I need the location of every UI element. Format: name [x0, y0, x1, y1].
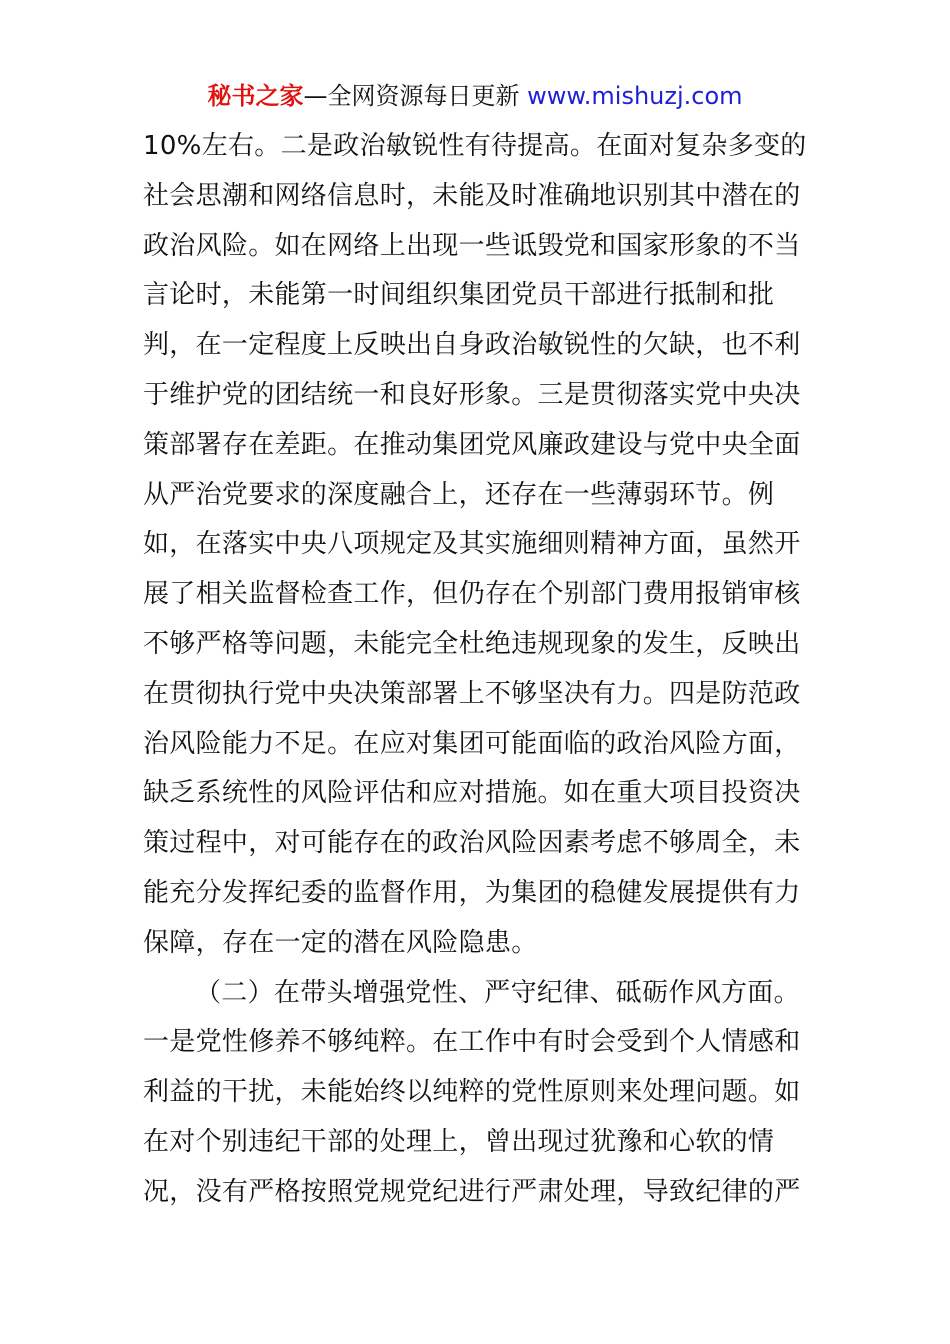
text-line: 判，在一定程度上反映出自身政治敏锐性的欠缺，也不利 [143, 330, 801, 361]
text-line: 不够严格等问题，未能完全杜绝违规现象的发生，反映出 [143, 628, 801, 659]
section-heading: （二）在带头增强党性、严守纪律、砥砺作风方面。 [195, 977, 800, 1008]
site-header [0, 80, 950, 112]
text-line: 社会思潮和网络信息时，未能及时准确地识别其中潜在的 [143, 180, 801, 211]
text-line: 展了相关监督检查工作，但仍存在个别部门费用报销审核 [143, 579, 801, 610]
text-line: 策部署存在差距。在推动集团党风廉政建设与党中央全面 [143, 429, 801, 460]
text-line: 一是党性修养不够纯粹。在工作中有时会受到个人情感和 [143, 1027, 801, 1058]
text-line: 保障，存在一定的潜在风险隐患。 [143, 927, 538, 958]
text-line: 能充分发挥纪委的监督作用，为集团的稳健发展提供有力 [143, 877, 801, 908]
header-tagline: —全网资源每日更新 [303, 82, 520, 110]
document-body [143, 122, 823, 1218]
site-url[interactable]: www.mishuzj.com [527, 82, 743, 110]
text-line: 如，在落实中央八项规定及其实施细则精神方面，虽然开 [143, 529, 801, 560]
brand-name: 秘书之家 [207, 82, 304, 110]
text-line: 治风险能力不足。在应对集团可能面临的政治风险方面， [143, 728, 801, 759]
text-line: 况，没有严格按照党规党纪进行严肃处理，导致纪律的严 [143, 1176, 801, 1207]
text-line: 政治风险。如在网络上出现一些诋毁党和国家形象的不当 [143, 230, 801, 261]
text-line: 从严治党要求的深度融合上，还存在一些薄弱环节。例 [143, 479, 775, 510]
text-line: 于维护党的团结统一和良好形象。三是贯彻落实党中央决 [143, 379, 801, 410]
text-line: 10%左右。二是政治敏锐性有待提高。在面对复杂多变的 [143, 131, 807, 161]
text-line: 言论时，未能第一时间组织集团党员干部进行抵制和批 [143, 280, 775, 311]
text-line: 利益的干扰，未能始终以纯粹的党性原则来处理问题。如 [143, 1077, 801, 1108]
text-line: 在对个别违纪干部的处理上，曾出现过犹豫和心软的情 [143, 1126, 775, 1157]
text-line: 缺乏系统性的风险评估和应对措施。如在重大项目投资决 [143, 778, 801, 809]
text-line: 在贯彻执行党中央决策部署上不够坚决有力。四是防范政 [143, 678, 801, 709]
text-line: 策过程中，对可能存在的政治风险因素考虑不够周全，未 [143, 828, 801, 859]
